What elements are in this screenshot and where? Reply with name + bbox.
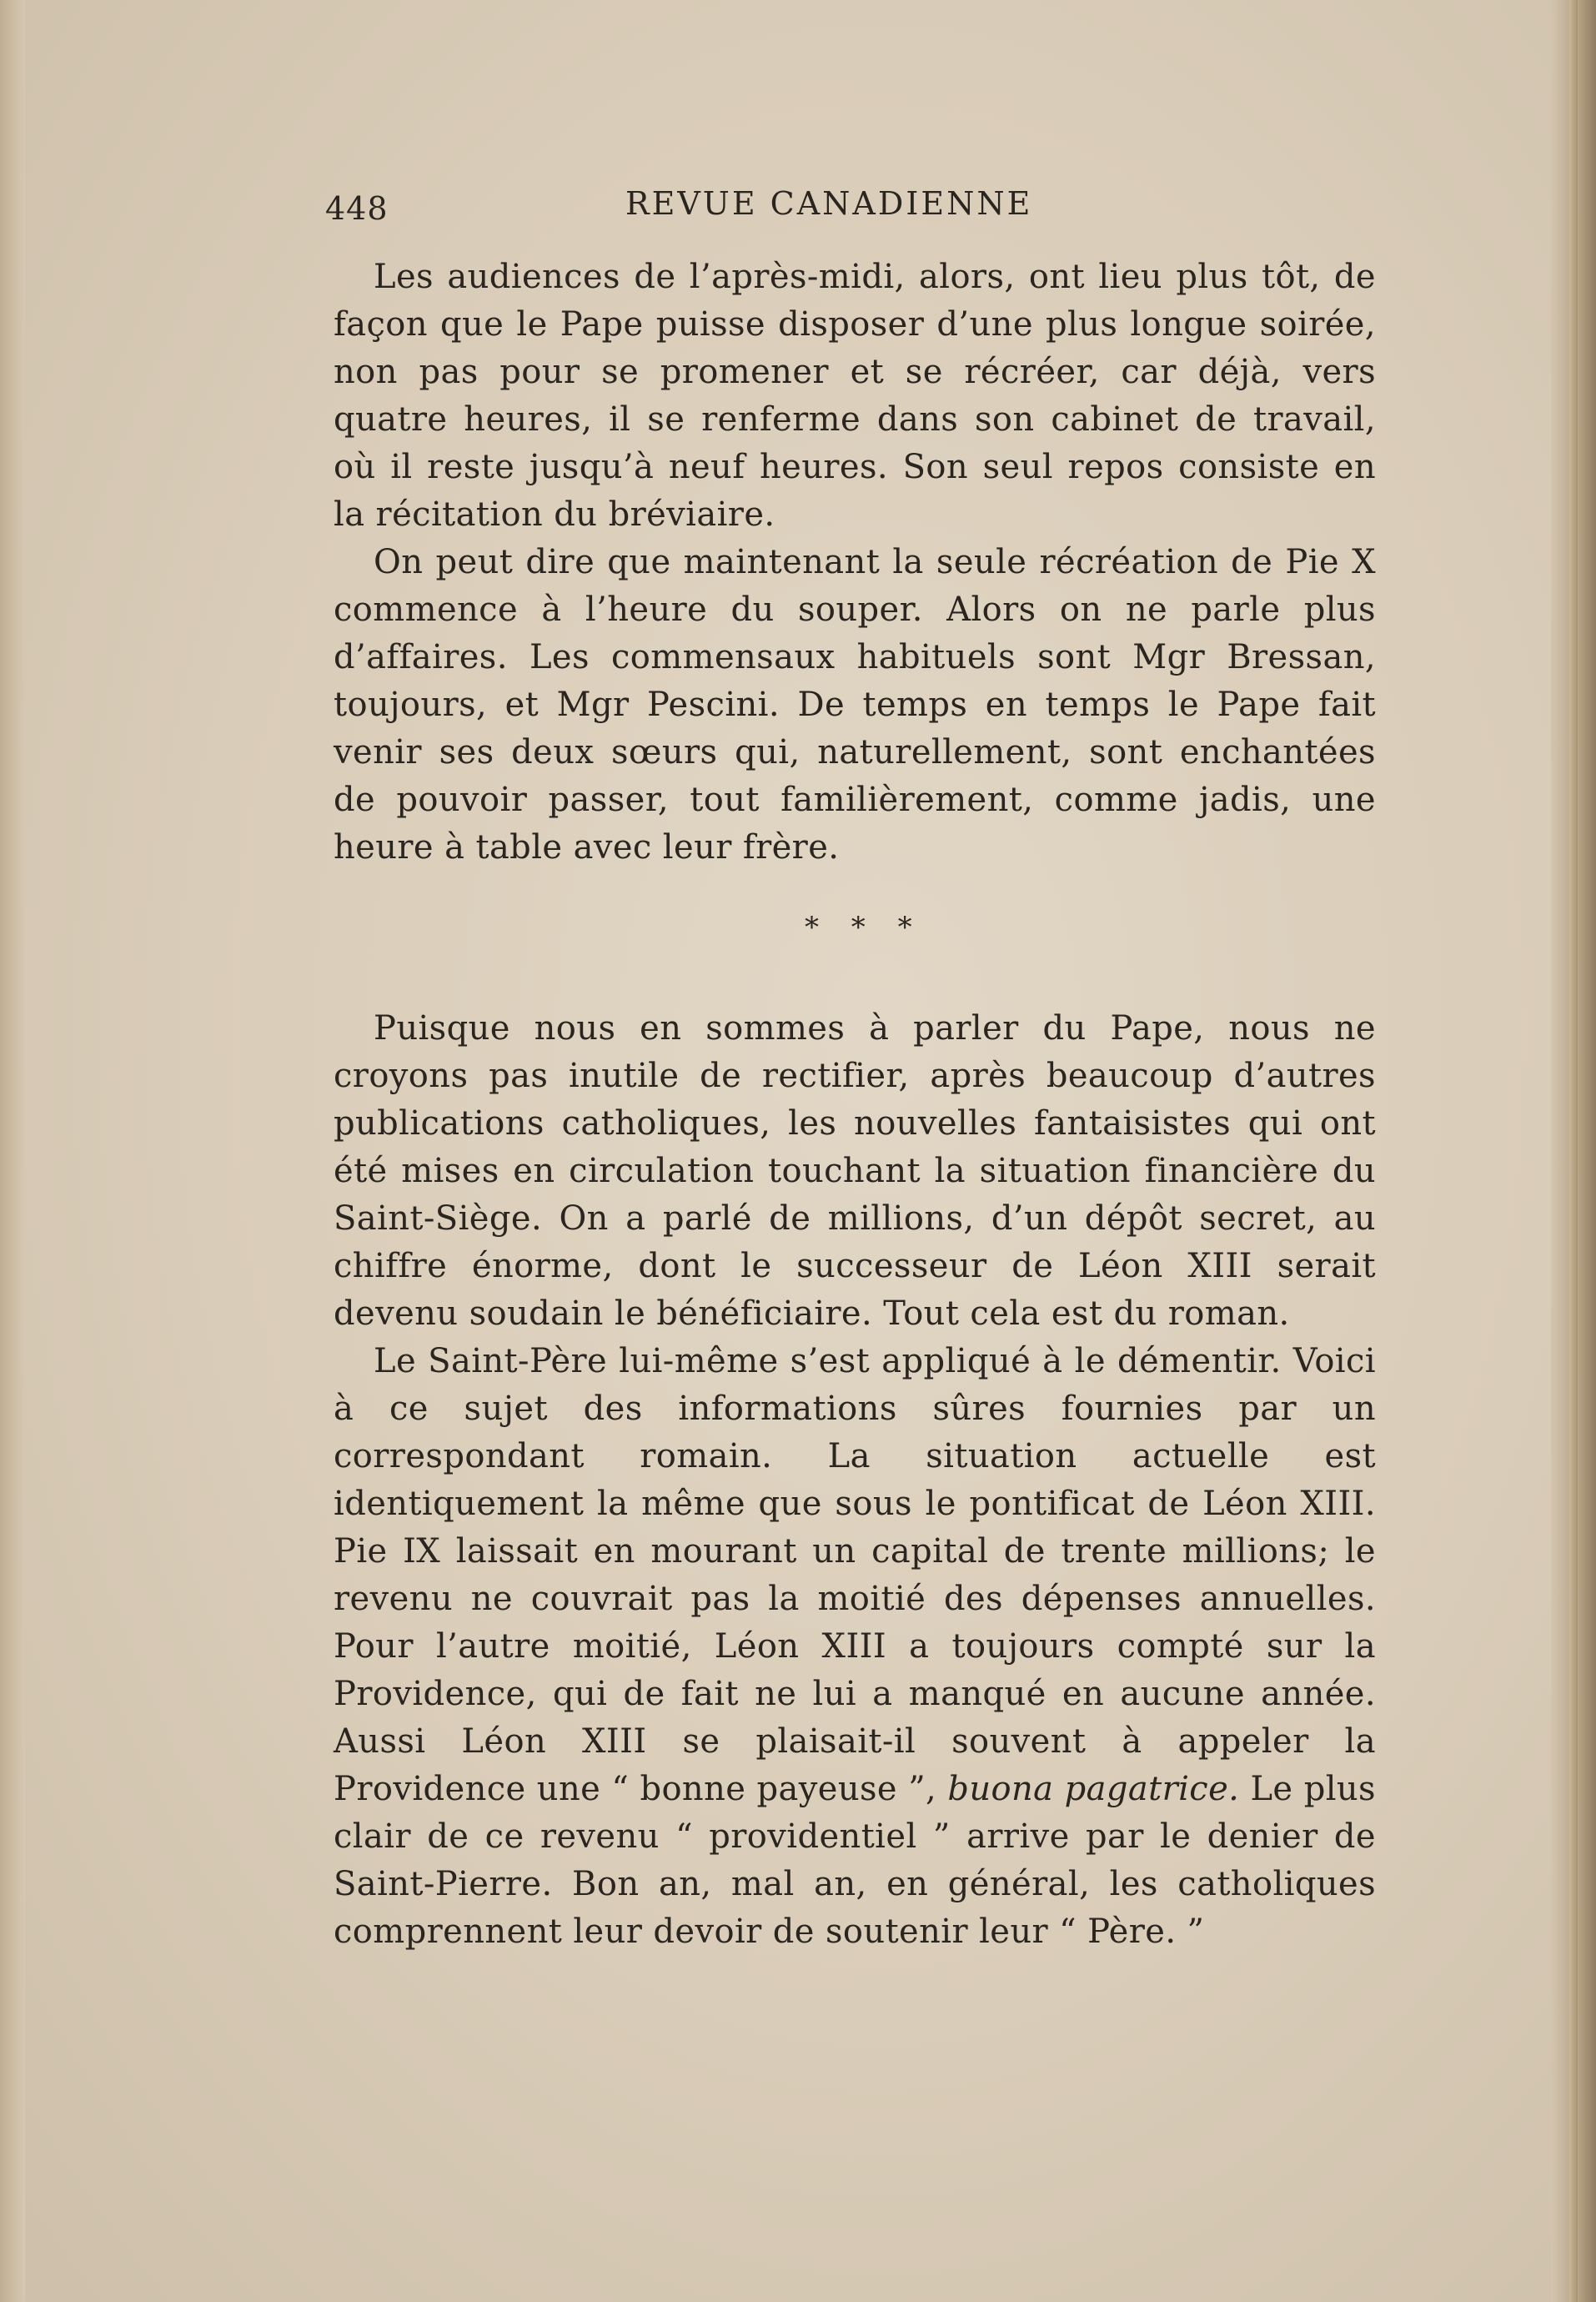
paragraph <box>334 1338 1376 1956</box>
page-edge <box>1551 0 1596 2302</box>
italic-phrase: buona pagatrice. <box>947 1770 1240 1808</box>
section-separator: * * * <box>805 911 924 944</box>
page-number: 448 <box>325 190 389 227</box>
running-head: REVUE CANADIENNE <box>625 185 1033 222</box>
text-section-2 <box>334 1005 1376 1956</box>
page-edge-strip <box>1569 0 1578 2302</box>
paragraph: Puisque nous en sommes à parler du Pape, nous ne croyons pas inutile de rectifier, après beaucoup d’autres publications catholiques, les nouvelles fantaisistes qui ont été mises en circulation touchant la situation financière du Saint-Siège. On a parlé de millions, d’un dépôt secret, au chiffre énorme, dont le successeur de Léon XIII serait devenu soudain le bénéficiaire. Tout cela est du roman. <box>334 1009 1376 1333</box>
text-section-1 <box>334 254 1376 872</box>
page-header <box>325 182 1368 232</box>
paragraph: On peut dire que maintenant la seule récréation de Pie X commence à l’heure du souper. Alors on ne parle plus d’affaires. Les commensaux habituels sont Mgr Bressan, toujours, et Mgr Pescini. De temps en temps le Pape fait venir ses deux sœurs qui, naturellement, sont enchantées de pouvoir passer, tout familièrement, comme jadis, une heure à table avec leur frère. <box>334 543 1376 867</box>
paragraph: Les audiences de l’après-midi, alors, ont lieu plus tôt, de façon que le Pape puisse disposer d’une plus longue soirée, non pas pour se promener et se récréer, car déjà, vers quatre heures, il se renferme dans son cabinet de travail, où il reste jusqu’à neuf heures. Son seul repos consiste en la récitation du bréviaire. <box>334 258 1376 534</box>
paragraph-text: Le Saint-Père lui-même s’est appliqué à le démentir. Voici à ce sujet des informations sûres fournies par un correspondant romain. La situation actuelle est identiquement la même que sous le pontificat de Léon XIII. Pie IX laissait en mourant un capital de trente millions; le revenu ne couvrait pas la moitié des dépenses annuelles. Pour l’autre moitié, Léon XIII a toujours compté sur la Providence, qui de fait ne lui a manqué en aucune année. Aussi Léon XIII se plaisait-il souvent à appeler la Providence une “ bonne payeuse ”, <box>334 1342 1376 1808</box>
paragraph-text: Le plus clair de ce revenu “ providentiel ” arrive par le denier de Saint-Pierre. Bon an, mal an, en général, les catholiques comprennent leur devoir de soutenir leur “ Père. ” <box>334 1770 1376 1951</box>
page-gutter <box>0 0 25 2302</box>
